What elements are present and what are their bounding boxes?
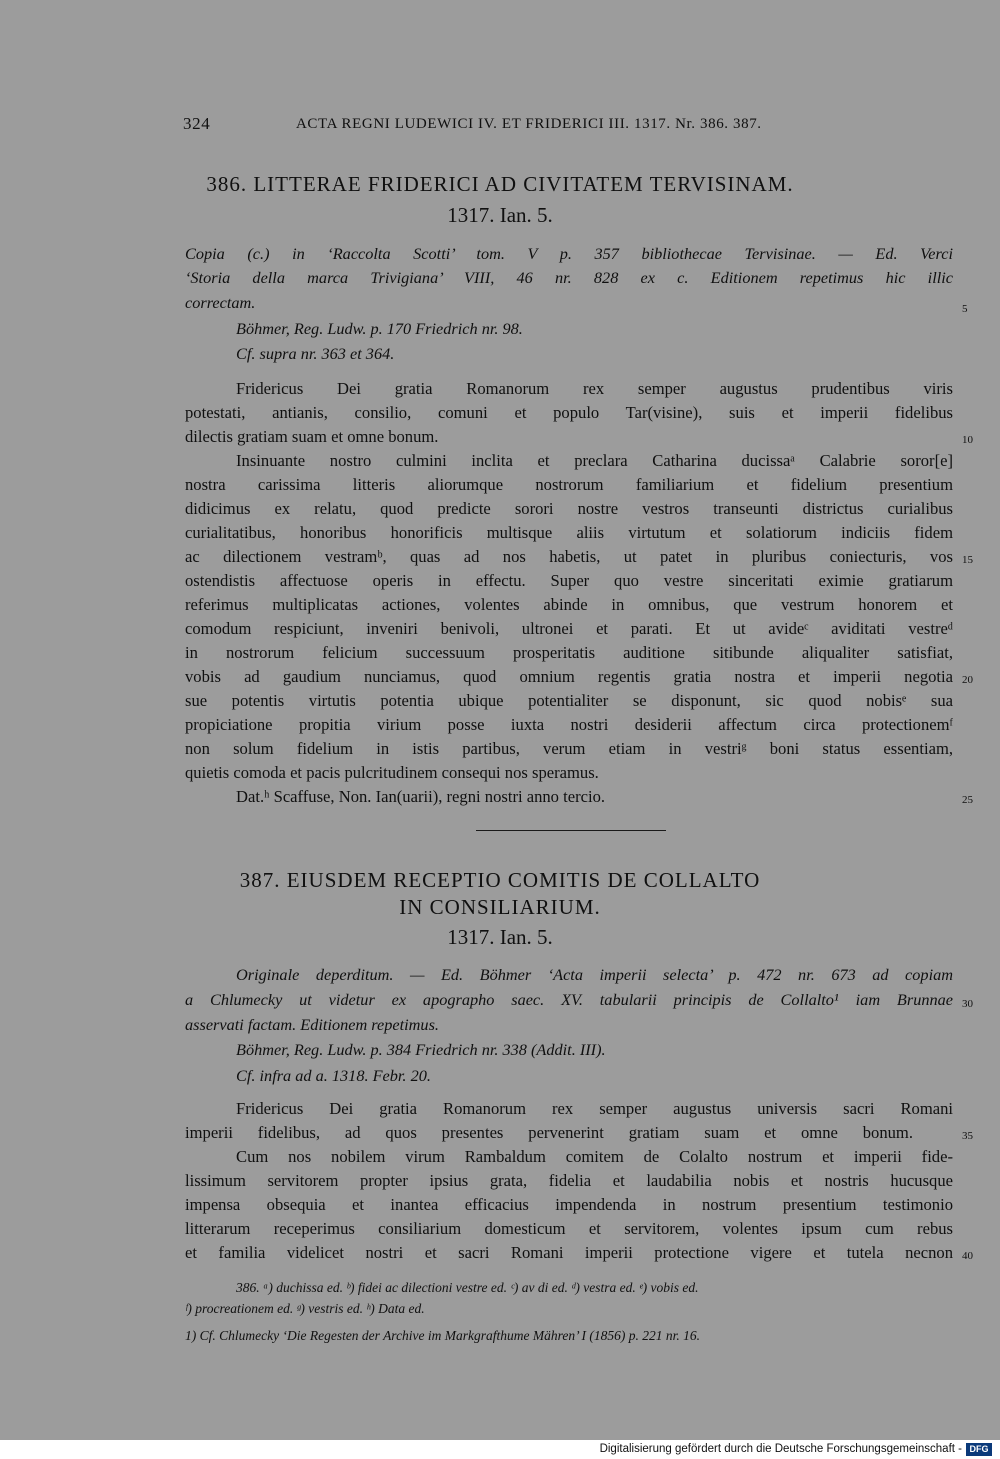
doc387-text-line: imperii fidelibus, ad quos presentes pervenerint gratiam suam et omne bonum. [185, 1123, 913, 1142]
margin-line-number: 25 [962, 794, 973, 806]
doc386-text-line: potestati, antianis, consilio, comuni et populo Tar(visine), suis et imperii fidelibus [185, 403, 953, 422]
doc386-text-line: propiciatione propitia virium posse iuxta nostri desiderii affectum circa protectionemᶠ [185, 715, 953, 734]
margin-line-number: 40 [962, 1250, 973, 1262]
doc386-source-line: ‘Storia della marca Trivigiana’ VIII, 46 nr. 828 ex c. Editionem repetimus hic illic [185, 268, 953, 287]
doc386-text-line: dilectis gratiam suam et omne bonum. [185, 427, 439, 446]
doc387-date: 1317. Ian. 5. [447, 925, 553, 949]
section-divider [476, 830, 666, 831]
doc386-text-line: Insinuante nostro culmini inclita et preclara Catharina ducissaᵃ Calabrie soror[e] [236, 451, 953, 470]
doc387-source-line: asservati factam. Editionem repetimus. [185, 1015, 439, 1034]
doc387-source-line: a Chlumecky ut videtur ex apographo saec. XV. tabularii principis de Collalto¹ iam Brunnae [185, 990, 953, 1009]
doc387-cf-ref: Cf. infra ad a. 1318. Febr. 20. [236, 1066, 431, 1085]
footnote-387-1: 1) Cf. Chlumecky ‘Die Regesten der Archive im Markgrafthume Mähren’ I (1856) p. 221 nr. 16. [185, 1328, 701, 1343]
footnotes-386-line1: 386. ᵃ) duchissa ed. ᵇ) fidei ac dilectioni vestre ed. ᶜ) av di ed. ᵈ) vestra ed. ᵉ) vobis ed. [236, 1280, 699, 1295]
running-title: ACTA REGNI LUDEWICI IV. ET FRIDERICI III. 1317. Nr. 386. 387. [296, 116, 762, 132]
doc386-text-line: didicimus ex relatu, quod predicte sorori nostre vestros transeunti districtus curialibus [185, 499, 953, 518]
margin-line-number: 10 [962, 434, 973, 446]
doc386-text-line: ac dilectionem vestramᵇ, quas ad nos habetis, ut patet in pluribus coniecturis, vos [185, 547, 953, 566]
dfg-logo-icon: DFG [966, 1443, 992, 1456]
doc386-text-line: Fridericus Dei gratia Romanorum rex semper augustus prudentibus viris [236, 379, 953, 398]
doc386-source-line: correctam. [185, 293, 256, 312]
page-number: 324 [183, 114, 211, 133]
funding-notice: Digitalisierung gefördert durch die Deutsche Forschungsgemeinschaft - [599, 1443, 962, 1455]
doc387-source-line: Originale deperditum. — Ed. Böhmer ‘Acta imperii selecta’ p. 472 nr. 673 ad copiam [236, 965, 953, 984]
footnotes-386-line2: ᶠ) procreationem ed. ᵍ) vestris ed. ʰ) Data ed. [185, 1301, 425, 1316]
margin-line-number: 30 [962, 998, 973, 1010]
doc386-text-line: ostendistis affectuose operis in effectu. Super quo vestre sinceritati eximie gratiarum [185, 571, 953, 590]
doc387-boehmer-ref: Böhmer, Reg. Ludw. p. 384 Friedrich nr. 338 (Addit. III). [236, 1040, 606, 1059]
margin-line-number: 5 [962, 303, 968, 315]
margin-line-number: 15 [962, 554, 973, 566]
doc386-title: 386. LITTERAE FRIDERICI AD CIVITATEM TERVISINAM. [206, 172, 794, 196]
doc386-text-line: comodum respiciunt, inveniri benivoli, ultronei et parati. Et ut avideᶜ aviditati vestreᵈ [185, 619, 953, 638]
doc387-text-line: lissimum servitorem propter ipsius grata, fidelia et laudabilia nobis et nostris hucusque [185, 1171, 953, 1190]
doc386-boehmer-ref: Böhmer, Reg. Ludw. p. 170 Friedrich nr. 98. [236, 319, 523, 338]
doc386-date: 1317. Ian. 5. [447, 203, 553, 227]
doc387-text-line: Fridericus Dei gratia Romanorum rex semper augustus universis sacri Romani [236, 1099, 953, 1118]
doc386-text-line: referimus multiplicatas actiones, volentes abinde in omnibus, que vestrum honorem et [185, 595, 953, 614]
doc387-text-line: litterarum receperimus consiliarium domesticum et servitorem, volentes ipsum cum rebus [185, 1219, 953, 1238]
doc386-text-line: quietis comoda et pacis pulcritudinem consequi nos speramus. [185, 763, 599, 782]
doc387-text-line: et familia videlicet nostri et sacri Romani imperii protectione vigere et tutela necnon [185, 1243, 953, 1262]
doc386-text-line: vobis ad gaudium nunciamus, quod omnium regentis gratia nostra et imperii negotia [185, 667, 953, 686]
doc386-source-line: Copia (c.) in ‘Raccolta Scotti’ tom. V p. 357 bibliothecae Tervisinae. — Ed. Verci [185, 244, 953, 263]
doc387-text-line: impensa obsequia et inantea efficacius impendenda in nostrum presentium testimonio [185, 1195, 953, 1214]
doc387-title: 387. EIUSDEM RECEPTIO COMITIS DE COLLALTO [239, 868, 761, 892]
doc386-text-line: in nostrorum felicium successuum prosperitatis auditione sitibunde aliqualiter satisfiat, [185, 643, 953, 662]
footer-bar [0, 1440, 1000, 1459]
doc386-text-line: non solum fidelium in istis partibus, verum etiam in vestriᵍ boni status essentiam, [185, 739, 953, 758]
doc386-text-line: sue potentis virtutis potentia ubique potentialiter se disponunt, sic quod nobisᵉ sua [185, 691, 953, 710]
doc386-dating-clause: Dat.ʰ Scaffuse, Non. Ian(uarii), regni nostri anno tercio. [236, 787, 606, 806]
doc387-title-continued: IN CONSILIARIUM. [399, 895, 601, 919]
doc387-text-line: Cum nos nobilem virum Rambaldum comitem de Colalto nostrum et imperii fide- [236, 1147, 953, 1166]
doc386-text-line: curialitatibus, honoribus honorificis multisque aliis virtutum et solatiorum indiciis fidem [185, 523, 953, 542]
margin-line-number: 20 [962, 674, 973, 686]
doc386-cf-ref: Cf. supra nr. 363 et 364. [236, 344, 395, 363]
margin-line-number: 35 [962, 1130, 973, 1142]
doc386-text-line: nostra carissima litteris aliorumque nostrorum familiarium et fidelium presentium [185, 475, 953, 494]
